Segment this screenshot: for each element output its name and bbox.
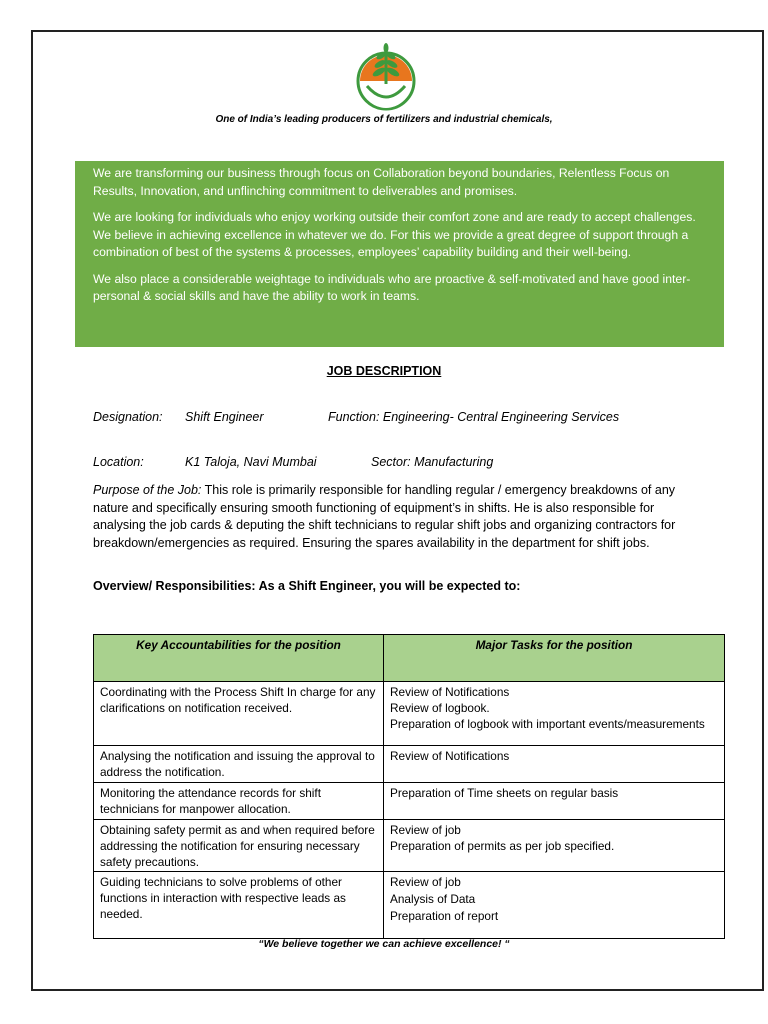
purpose-text: This role is primarily responsible for handling regular / emergency breakdowns of any nature and specifically ensuring smooth functioning of equipment’s in shifts. He is also responsible for analysing the job cards & deputing the shift technicians to regular shift jobs and organizing contractors for breakdown/emergencies as required. Ensuring the spares availability in the department for shift jobs. [93,483,676,550]
accountability-cell: Monitoring the attendance records for shift technicians for manpower allocation. [94,783,384,820]
intro-paragraph: We are transforming our business through focus on Collaboration beyond boundaries, Relentless Focus on Results, Innovation, and unflinching commitment to deliverables and promises. [93,166,670,198]
intro-paragraph: We also place a considerable weightage to individuals who are proactive & self-motivated and have good inter-personal & social skills and have the ability to work in teams. [93,271,691,303]
task-item: Analysis of Data [390,891,476,906]
table-header-cell: Major Tasks for the position [384,635,725,682]
designation-label: Designation: [93,410,163,424]
task-item: Preparation of permits as per job specified. [390,839,615,854]
sector-text: Sector: Manufacturing [371,455,494,469]
location-label: Location: [93,455,144,469]
accountability-cell: Guiding technicians to solve problems of other functions in interaction with respective leads as needed. [94,871,384,938]
function-text: Function: Engineering- Central Engineering Services [328,410,620,424]
accountability-cell: Analysing the notification and issuing the approval to address the notification. [94,746,384,783]
task-item: Review of job [390,823,461,837]
location-value: K1 Taloja, Navi Mumbai [185,455,317,469]
task-item: Review of Notifications [390,685,510,699]
purpose-label: Purpose of the Job: [93,483,202,497]
task-item: Preparation of report [390,909,499,924]
table-header-cell: Key Accountabilities for the position [94,635,384,682]
tagline: One of India’s leading producers of fertilizers and industrial chemicals, [215,114,553,125]
designation-value: Shift Engineer [185,410,264,424]
tasks-cell [384,783,725,820]
table-row [94,820,725,872]
task-item: Preparation of Time sheets on regular basis [390,786,619,800]
tasks-cell [384,871,725,938]
task-item: Review of logbook. [390,701,490,716]
task-item: Review of job [390,874,461,889]
task-item: Review of Notifications [390,749,510,763]
tasks-cell [384,746,725,783]
intro-paragraph: We are looking for individuals who enjoy working outside their comfort zone and are ready to accept challenges. We believe in achieving excellence in whatever we do. For this we provide a great degree of support through a combination of best of the systems & processes, employees’ capability building and their well-being. [93,210,696,259]
table-header-row [94,635,725,682]
intro-box [75,161,724,347]
job-description-heading: JOB DESCRIPTION [326,364,442,378]
table-row [94,871,725,938]
accountability-cell: Coordinating with the Process Shift In charge for any clarifications on notification received. [94,682,384,746]
task-item: Preparation of logbook with important events/measurements [390,717,705,732]
footer-slogan: “We believe together we can achieve excellence! “ [258,938,510,950]
leaf-logo-icon [356,42,416,112]
tasks-cell [384,682,725,746]
table-row [94,682,725,746]
purpose-of-job [93,482,693,552]
accountabilities-table [93,634,725,939]
accountability-cell: Obtaining safety permit as and when required before addressing the notification for ensuring necessary safety precautions. [94,820,384,872]
tasks-cell [384,820,725,872]
table-row [94,746,725,783]
table-row [94,783,725,820]
overview-heading: Overview/ Responsibilities: As a Shift Engineer, you will be expected to: [93,579,521,593]
